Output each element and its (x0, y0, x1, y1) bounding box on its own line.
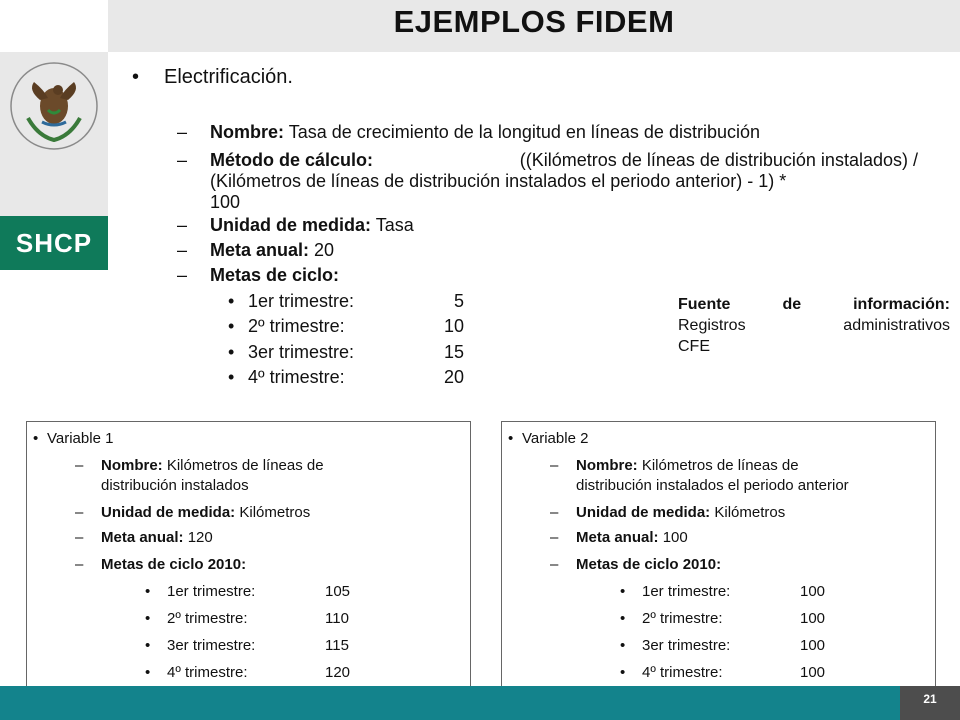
source-note: Fuente de información: Registros administrativos CFE (678, 296, 950, 355)
quarter-row: • 3er trimestre: 15 (228, 342, 464, 362)
meta-row: – Meta anual: 100 (550, 529, 688, 546)
quarter-row: • 2º trimestre: 100 (620, 610, 826, 627)
nombre-row: – Nombre: Kilómetros de líneas de distribución instalados (75, 457, 324, 494)
meta-row: – Meta anual: 20 (177, 240, 335, 260)
quarter-row: • 3er trimestre: 100 (620, 637, 826, 654)
meta-label: Meta anual: (210, 240, 310, 260)
slide-title: EJEMPLOS FIDEM (393, 4, 675, 39)
variable-title: • Variable 1 (33, 430, 114, 447)
nombre-row: – Nombre: Kilómetros de líneas de distribución instalados el periodo anterior (550, 457, 849, 494)
ciclo-label: Metas de ciclo: (210, 265, 340, 285)
ciclo-row: – Metas de ciclo 2010: (550, 556, 722, 573)
shcp-logo-text: SHCP (0, 216, 108, 270)
quarter-row: • 4º trimestre: 100 (620, 664, 826, 681)
metodo-line2: (Kilómetros de líneas de distribución instalados el periodo anterior) - 1) * (210, 171, 787, 191)
nombre-label: Nombre: (210, 122, 285, 142)
quarter-row: • 4º trimestre: 20 (228, 367, 464, 387)
footer-bar (0, 686, 900, 720)
quarter-row: • 2º trimestre: 110 (145, 610, 349, 627)
metodo-row: – Método de cálculo: ((Kilómetros de líneas de distribución instalados) / (Kilómetros de líneas de distribución instalados el periodo anterior) - 1) * 100 (177, 150, 918, 212)
quarter-row: • 2º trimestre: 10 (228, 316, 464, 336)
ciclo-row: – Metas de ciclo: (177, 265, 340, 285)
variable-title: • Variable 2 (508, 430, 589, 447)
unidad-row: – Unidad de medida: Kilómetros (550, 504, 786, 521)
unidad-row: – Unidad de medida: Kilómetros (75, 504, 311, 521)
mexican-seal-logo (8, 60, 100, 152)
metodo-line1: ((Kilómetros de líneas de distribución instalados) / (519, 150, 918, 170)
metodo-label: Método de cálculo: (210, 150, 374, 170)
quarter-row: • 1er trimestre: 105 (145, 583, 351, 600)
unidad-value: Tasa (375, 215, 414, 235)
nombre-value: Tasa de crecimiento de la longitud en líneas de distribución (288, 122, 760, 142)
ciclo-row: – Metas de ciclo 2010: (75, 556, 247, 573)
unidad-row: – Unidad de medida: Tasa (177, 215, 414, 235)
quarter-row: • 1er trimestre: 5 (228, 291, 464, 311)
quarter-row: • 1er trimestre: 100 (620, 583, 826, 600)
heading-row (132, 66, 293, 89)
variable-2-box (501, 421, 936, 689)
section-heading: Electrificación. (164, 66, 293, 88)
page-number: 21 (900, 686, 960, 720)
meta-row: – Meta anual: 120 (75, 529, 213, 546)
logo-panel (0, 52, 108, 258)
metodo-line3: 100 (210, 192, 241, 212)
variable-1-box (26, 421, 471, 689)
meta-value: 20 (314, 240, 335, 260)
bullet: • (132, 66, 140, 88)
unidad-label: Unidad de medida: (210, 215, 372, 235)
nombre-row: – Nombre: Tasa de crecimiento de la longitud en líneas de distribución (177, 122, 760, 142)
quarter-row: • 4º trimestre: 120 (145, 664, 351, 681)
quarter-row: • 3er trimestre: 115 (145, 637, 349, 654)
